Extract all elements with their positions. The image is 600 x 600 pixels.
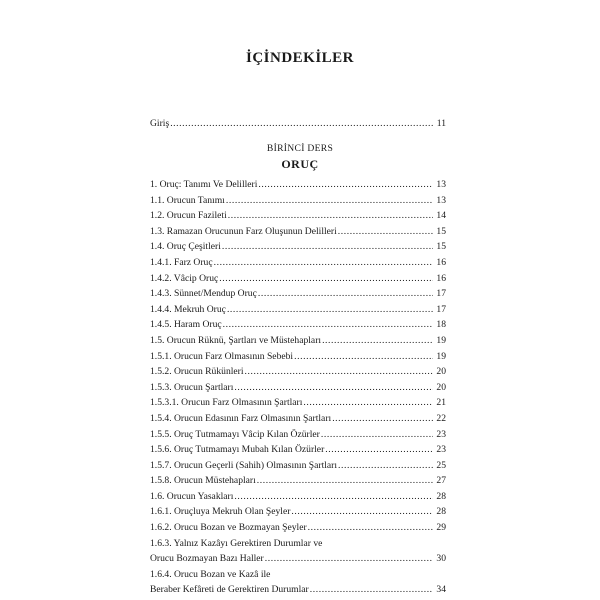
- toc-entry-page: 23: [436, 428, 446, 440]
- toc-entry-label: 1.4.3. Sünnet/Mendup Oruç: [150, 288, 257, 300]
- toc-row: [150, 302, 446, 318]
- dot-leader: [308, 520, 433, 536]
- dot-leader: [294, 349, 433, 365]
- toc-row: [150, 489, 446, 505]
- toc-entry-label: 1.3. Ramazan Orucunun Farz Oluşunun Delilleri: [150, 225, 337, 237]
- toc-row: [150, 458, 446, 474]
- page-title: İÇİNDEKİLER: [245, 50, 355, 66]
- toc-entry-page: 13: [436, 179, 446, 190]
- toc-row: [150, 520, 446, 536]
- dot-leader: [234, 380, 433, 396]
- toc-entry-page: 20: [436, 381, 446, 393]
- toc-entry-label: 1.5.5. Oruç Tutmamayı Vâcip Kılan Özürler: [150, 428, 320, 440]
- toc-row: [150, 411, 446, 427]
- toc-row: [150, 380, 446, 396]
- dot-leader: [338, 224, 433, 240]
- toc-entry-page: 30: [436, 553, 446, 565]
- toc-list: [150, 177, 446, 598]
- dot-leader: [310, 582, 433, 598]
- toc-entry-page: 17: [436, 288, 446, 300]
- toc-entry-page: 27: [436, 475, 446, 487]
- toc-row: [150, 567, 446, 583]
- toc-row: [150, 208, 446, 224]
- toc-entry-label: Orucu Bozmayan Bazı Haller: [150, 553, 264, 565]
- toc-entry-label: 1.5.7. Orucun Geçerli (Sahih) Olmasının Şartları: [150, 459, 338, 471]
- dot-leader: [291, 504, 433, 520]
- dot-leader: [303, 395, 433, 411]
- toc-row: [150, 364, 446, 380]
- toc-entry-page: 34: [436, 584, 446, 596]
- dot-leader: [258, 177, 433, 193]
- toc-entry-label: 1.4.2. Vâcip Oruç: [150, 272, 219, 284]
- toc-entry-page: 19: [436, 334, 446, 346]
- toc-entry-label: 1.6.3. Yalnız Kazâyı Gerektiren Durumlar ve: [150, 537, 323, 549]
- toc-intro: [150, 116, 446, 132]
- toc-entry-page: 16: [436, 272, 446, 284]
- toc-entry-label: 1.5.4. Orucun Edasının Farz Olmasının Şartları: [150, 412, 332, 424]
- dot-leader: [258, 286, 433, 302]
- toc-entry-page: 13: [436, 194, 446, 206]
- toc-row: [150, 193, 446, 209]
- dot-leader: [265, 551, 433, 567]
- toc-row: [150, 427, 446, 443]
- dot-leader: [214, 255, 433, 271]
- toc-entry-label: 1.4.1. Farz Oruç: [150, 256, 213, 268]
- toc-row: [150, 317, 446, 333]
- toc-entry-label: 1. Oruç: Tanımı Ve Delilleri: [150, 179, 258, 190]
- dot-leader: [325, 442, 433, 458]
- toc-entry-page: 11: [436, 118, 446, 129]
- toc-entry-label: 1.5.8. Orucun Müstehapları: [150, 475, 256, 487]
- dot-leader: [332, 411, 433, 427]
- toc-row: [150, 177, 446, 193]
- toc-row: [150, 239, 446, 255]
- toc-entry-label: 1.6.4. Orucu Bozan ve Kazâ ile: [150, 568, 271, 580]
- dot-leader: [257, 473, 433, 489]
- toc-entry-label: 1.5. Orucun Rüknü, Şartları ve Müstehapları: [150, 334, 322, 346]
- toc-entry-label: 1.5.1. Orucun Farz Olmasının Sebebi: [150, 350, 294, 362]
- dot-leader: [223, 317, 433, 333]
- toc-row: [150, 536, 446, 552]
- toc-entry-page: 23: [436, 444, 446, 456]
- toc-row: [150, 349, 446, 365]
- toc-entry-label: 1.6.1. Oruçluya Mekruh Olan Şeyler: [150, 506, 291, 518]
- toc-row: [150, 255, 446, 271]
- toc-entry-label: 1.4. Oruç Çeşitleri: [150, 241, 221, 253]
- toc-row-intro: [150, 116, 446, 132]
- toc-entry-label: 1.1. Orucun Tanımı: [150, 194, 225, 206]
- toc-row: [150, 224, 446, 240]
- dot-leader: [245, 364, 433, 380]
- toc-entry-page: 21: [436, 397, 446, 409]
- dot-leader: [227, 302, 433, 318]
- toc-entry-label: 1.4.4. Mekruh Oruç: [150, 303, 226, 315]
- toc-entry-label: 1.2. Orucun Fazileti: [150, 210, 227, 222]
- dot-leader: [228, 208, 433, 224]
- toc-entry-page: 19: [436, 350, 446, 362]
- toc-entry-page: 17: [436, 303, 446, 315]
- toc-entry-page: 25: [436, 459, 446, 471]
- toc-entry-label: 1.5.6. Oruç Tutmamayı Mubah Kılan Özürler: [150, 444, 325, 456]
- toc-entry-page: 15: [436, 225, 446, 237]
- toc-row: [150, 333, 446, 349]
- toc-entry-label: 1.4.5. Haram Oruç: [150, 319, 222, 331]
- toc-entry-label: Beraber Kefâreti de Gerektiren Durumlar: [150, 584, 309, 596]
- toc-entry-page: 28: [436, 506, 446, 518]
- toc-entry-page: 16: [436, 256, 446, 268]
- section-title: ORUÇ: [281, 157, 319, 171]
- dot-leader: [170, 116, 433, 132]
- toc-entry-page: 15: [436, 241, 446, 253]
- toc-row: [150, 286, 446, 302]
- dot-leader: [226, 193, 433, 209]
- toc-entry-page: 20: [436, 366, 446, 378]
- toc-entry-page: 29: [436, 522, 446, 534]
- toc-entry-label: 1.5.2. Orucun Rükünleri: [150, 366, 244, 378]
- toc-row: [150, 271, 446, 287]
- dot-leader: [321, 427, 433, 443]
- toc-entry-label: 1.6.2. Orucu Bozan ve Bozmayan Şeyler: [150, 522, 307, 534]
- toc-row: [150, 551, 446, 567]
- toc-entry-label: 1.5.3.1. Orucun Farz Olmasının Şartları: [150, 397, 303, 409]
- toc-row: [150, 582, 446, 598]
- dot-leader: [322, 333, 433, 349]
- dot-leader: [222, 239, 433, 255]
- toc-row: [150, 395, 446, 411]
- toc-entry-page: 28: [436, 490, 446, 502]
- toc-entry-page: 18: [436, 319, 446, 331]
- toc-entry-label: Giriş: [150, 118, 170, 129]
- dot-leader: [234, 489, 433, 505]
- toc-entry-page: 14: [436, 210, 446, 222]
- section-caption: BİRİNCİ DERS: [266, 143, 334, 154]
- toc-row: [150, 504, 446, 520]
- dot-leader: [219, 271, 433, 287]
- toc-entry-page: 22: [436, 412, 446, 424]
- toc-entry-label: 1.6. Orucun Yasakları: [150, 490, 234, 502]
- dot-leader: [338, 458, 433, 474]
- toc-entry-label: 1.5.3. Orucun Şartları: [150, 381, 234, 393]
- toc-row: [150, 442, 446, 458]
- toc-row: [150, 473, 446, 489]
